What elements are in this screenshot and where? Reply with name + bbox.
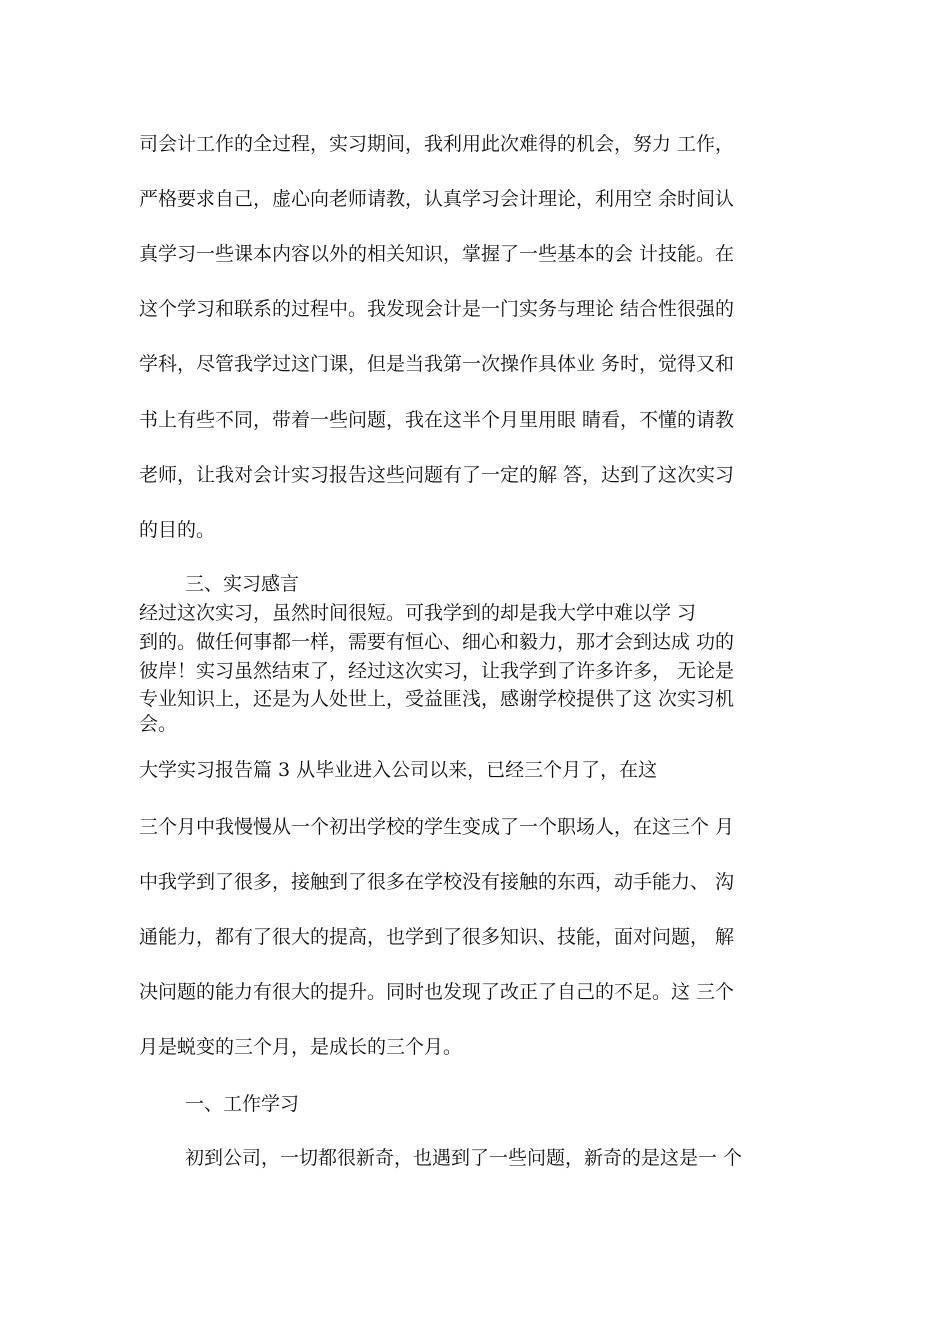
paragraph-line: 真学习一些课本内容以外的相关知识，掌握了一些基本的会 计技能。在 xyxy=(139,243,735,265)
paragraph-line: 老师，让我对会计实习报告这些问题有了一定的解 答，达到了这次实习 xyxy=(139,464,735,486)
paragraph-line: 彼岸！实习虽然结束了，经过这次实习，让我学到了许多许多， 无论是 xyxy=(139,661,735,682)
paragraph-line: 学科，尽管我学过这门课，但是当我第一次操作具体业 务时，觉得又和 xyxy=(139,353,735,375)
paragraph-line: 三个月中我慢慢从一个初出学校的学生变成了一个职场人，在这三个 月 xyxy=(139,816,735,838)
paragraph-line: 司会计工作的全过程，实习期间，我利用此次难得的机会，努力 工作， xyxy=(139,133,735,155)
paragraph-line: 经过这次实习，虽然时间很短。可我学到的却是我大学中难以学 习 xyxy=(139,603,697,624)
report-title-line: 大学实习报告篇 3 从毕业进入公司以来，已经三个月了，在这 xyxy=(139,759,658,781)
paragraph-line: 的目的。 xyxy=(139,519,216,541)
paragraph-line: 会。 xyxy=(139,714,178,735)
paragraph-line: 月是蜕变的三个月，是成长的三个月。 xyxy=(139,1036,463,1058)
paragraph-line: 到的。做任何事都一样，需要有恒心、细心和毅力，那才会到达成 功的 xyxy=(139,632,735,653)
paragraph-line: 决问题的能力有很大的提升。同时也发现了改正了自己的不足。这 三个 xyxy=(139,981,735,1003)
paragraph-line: 严格要求自己，虚心向老师请教，认真学习会计理论，利用空 余时间认 xyxy=(139,188,735,210)
paragraph-line: 专业知识上，还是为人处世上，受益匪浅，感谢学校提供了这 次实习机 xyxy=(139,689,735,710)
section-heading: 三、实习感言 xyxy=(185,573,300,595)
paragraph-line: 通能力，都有了很大的提高，也学到了很多知识、技能，面对问题， 解 xyxy=(139,926,735,948)
paragraph-line: 这个学习和联系的过程中。我发现会计是一门实务与理论 结合性很强的 xyxy=(139,298,735,320)
paragraph-line: 书上有些不同，带着一些问题，我在这半个月里用眼 睛看，不懂的请教 xyxy=(139,409,735,431)
paragraph-line: 中我学到了很多，接触到了很多在学校没有接触的东西，动手能力、 沟 xyxy=(139,871,735,893)
section-heading: 一、工作学习 xyxy=(185,1093,300,1115)
paragraph-line: 初到公司，一切都很新奇，也遇到了一些问题，新奇的是这是一 个 xyxy=(185,1147,743,1169)
